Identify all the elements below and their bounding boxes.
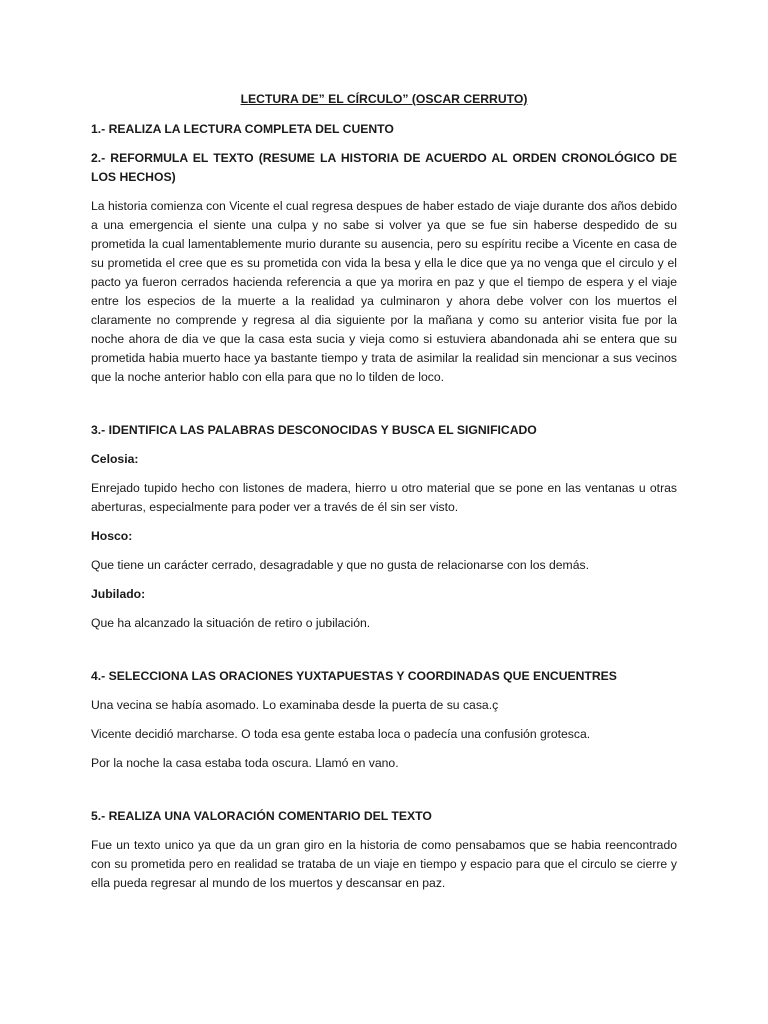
section-1-heading: 1.- REALIZA LA LECTURA COMPLETA DEL CUENTO [91,122,394,136]
definition-jubilado: Que ha alcanzado la situación de retiro o jubilación. [91,616,371,630]
term-hosco: Hosco: [91,529,133,543]
sentence-1: Una vecina se había asomado. Lo examinaba desde la puerta de su casa.ç [91,698,499,712]
term-celosia: Celosia: [91,452,139,466]
document-page [91,90,677,893]
definition-celosia: Enrejado tupido hecho con listones de madera, hierro u otro material que se pone en las ventanas u otras aberturas, especialmente para poder ver a través de él sin ser visto. [91,481,677,514]
sentence-3: Por la noche la casa estaba toda oscura. Llamó en vano. [91,756,399,770]
sentence-2: Vicente decidió marcharse. O toda esa gente estaba loca o padecía una confusión grotesca. [91,727,591,741]
section-5-heading: 5.- REALIZA UNA VALORACIÓN COMENTARIO DEL TEXTO [91,809,432,823]
section-5-comment: Fue un texto unico ya que da un gran giro en la historia de como pensabamos que se habia reencontrado con su prometida pero en realidad se trataba de un viaje en tiempo y espacio para que el circulo se cierre y ella pueda regresar al mundo de los muertos y descansar en paz. [91,838,677,890]
definition-hosco: Que tiene un carácter cerrado, desagradable y que no gusta de relacionarse con los demás. [91,558,589,572]
document-title: LECTURA DE” EL CÍRCULO” (OSCAR CERRUTO) [240,92,528,106]
section-3-heading: 3.- IDENTIFICA LAS PALABRAS DESCONOCIDAS Y BUSCA EL SIGNIFICADO [91,423,537,437]
section-4-heading: 4.- SELECCIONA LAS ORACIONES YUXTAPUESTAS Y COORDINADAS QUE ENCUENTRES [91,669,617,683]
term-jubilado: Jubilado: [91,587,146,601]
section-2-heading: 2.- REFORMULA EL TEXTO (RESUME LA HISTORIA DE ACUERDO AL ORDEN CRONOLÓGICO DE LOS HECHOS) [91,151,677,184]
section-2-summary: La historia comienza con Vicente el cual regresa despues de haber estado de viaje durante dos años debido a una emergencia el siente una culpa y no sabe si volver ya que se fue sin haberse despedido de su prometida la cual lamentablemente murio durante su ausencia, pero su espíritu recibe a Vicente en casa de su prometida el cree que es su prometida con vida la besa y ella le dice que ya no venga que el circulo y el pacto ya fueron cerrados hacienda referencia a que ya morira en paz y que el tiempo de espera y el viaje entre los especios de la muerte a la realidad ya culminaron y ahora debe volver con los muertos el claramente no comprende y regresa al dia siguiente por la mañana y como su anterior visita fue por la noche ahora de dia ve que la casa esta sucia y vieja como si estuviera abandonada ahi se entera que su prometida habia muerto hace ya bastante tiempo y trata de asimilar la realidad sin mencionar a sus vecinos que la noche anterior hablo con ella para que no lo tilden de loco. [91,199,677,384]
